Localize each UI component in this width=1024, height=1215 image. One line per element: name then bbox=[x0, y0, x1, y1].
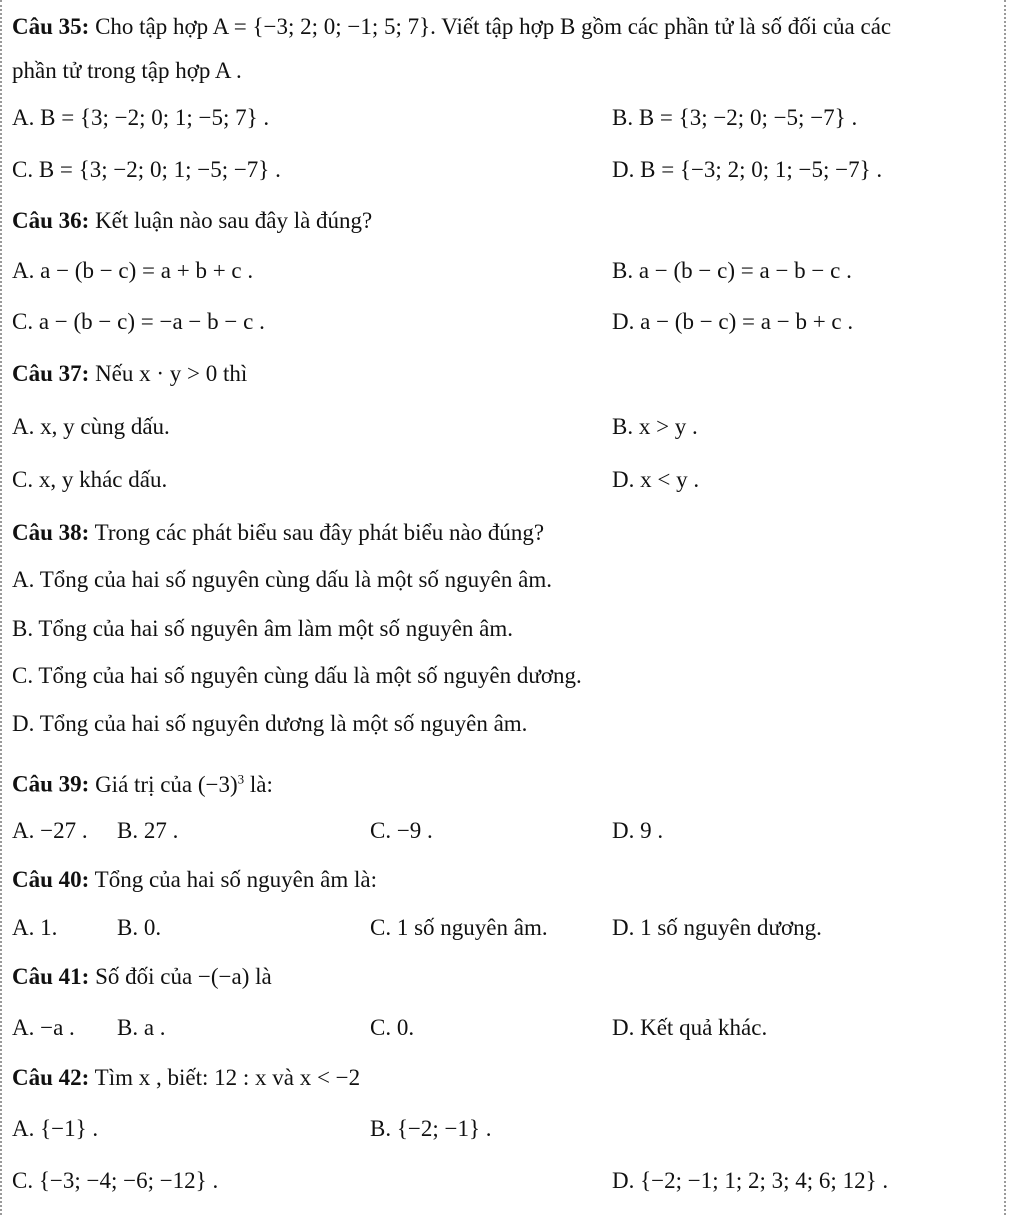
option-b[interactable]: B. 0. bbox=[117, 915, 162, 940]
question-37 bbox=[12, 359, 1004, 389]
question-text: Kết luận nào sau đây là đúng? bbox=[95, 208, 373, 233]
question-label: Câu 35: bbox=[12, 14, 90, 39]
question-42 bbox=[12, 1063, 1004, 1093]
option-b[interactable]: B. a . bbox=[117, 1015, 166, 1040]
question-label: Câu 38: bbox=[12, 520, 90, 545]
option-d[interactable]: D. {−2; −1; 1; 2; 3; 4; 6; 12} . bbox=[612, 1168, 889, 1193]
option-b[interactable]: B. Tổng của hai số nguyên âm làm một số nguyên âm. bbox=[12, 616, 514, 641]
question-35 bbox=[12, 12, 1004, 42]
option-c[interactable]: C. a − (b − c) = −a − b − c . bbox=[12, 309, 265, 334]
option-d[interactable]: D. x < y . bbox=[612, 467, 700, 492]
option-c[interactable]: C. 0. bbox=[370, 1015, 415, 1040]
question-text: Cho tập hợp A = {−3; 2; 0; −1; 5; 7}. Viết tập hợp B gồm các phần tử là số đối của các bbox=[95, 14, 892, 39]
question-36 bbox=[12, 206, 1004, 236]
option-b[interactable]: B. B = {3; −2; 0; −5; −7} . bbox=[612, 105, 858, 130]
option-c[interactable]: C. −9 . bbox=[370, 818, 433, 843]
option-d[interactable]: D. a − (b − c) = a − b + c . bbox=[612, 309, 854, 334]
option-c[interactable]: C. 1 số nguyên âm. bbox=[370, 915, 548, 940]
option-a[interactable]: A. x, y cùng dấu. bbox=[12, 414, 170, 439]
question-label: Câu 37: bbox=[12, 361, 90, 386]
option-d[interactable]: D. Tổng của hai số nguyên dương là một số nguyên âm. bbox=[12, 711, 528, 736]
question-label: Câu 41: bbox=[12, 964, 90, 989]
option-c[interactable]: C. Tổng của hai số nguyên cùng dấu là một số nguyên dương. bbox=[12, 663, 582, 688]
option-a[interactable]: A. {−1} . bbox=[12, 1116, 99, 1141]
question-text: Trong các phát biểu sau đây phát biểu nào đúng? bbox=[94, 520, 545, 545]
question-text: Giá trị của $(-3)^3$ là: bbox=[95, 771, 273, 797]
option-b[interactable]: B. 27 . bbox=[117, 818, 179, 843]
option-a[interactable]: A. −a . bbox=[12, 1015, 75, 1040]
option-d[interactable]: D. 9 . bbox=[612, 818, 664, 843]
option-a[interactable]: A. 1. bbox=[12, 915, 58, 940]
option-a[interactable]: A. a − (b − c) = a + b + c . bbox=[12, 258, 254, 283]
question-text-continued: phần tử trong tập hợp A . bbox=[12, 58, 242, 83]
question-39 bbox=[12, 764, 1004, 800]
option-b[interactable]: B. a − (b − c) = a − b − c . bbox=[612, 258, 852, 283]
question-38 bbox=[12, 518, 1004, 548]
option-d[interactable]: D. 1 số nguyên dương. bbox=[612, 915, 822, 940]
question-label: Câu 36: bbox=[12, 208, 90, 233]
option-a[interactable]: A. Tổng của hai số nguyên cùng dấu là một số nguyên âm. bbox=[12, 567, 552, 592]
question-text: Số đối của −(−a) là bbox=[95, 964, 272, 989]
question-text: Tổng của hai số nguyên âm là: bbox=[94, 867, 377, 892]
question-label: Câu 40: bbox=[12, 867, 90, 892]
question-text: Tìm x , biết: 12 : x và x < −2 bbox=[94, 1065, 361, 1090]
option-a[interactable]: A. B = {3; −2; 0; 1; −5; 7} . bbox=[12, 105, 270, 130]
question-41 bbox=[12, 962, 1004, 992]
question-40 bbox=[12, 865, 1004, 895]
option-b[interactable]: B. {−2; −1} . bbox=[370, 1116, 492, 1141]
question-35-continued bbox=[12, 56, 1004, 86]
question-text: Nếu x · y > 0 thì bbox=[95, 361, 248, 386]
option-c[interactable]: C. x, y khác dấu. bbox=[12, 467, 168, 492]
question-label: Câu 42: bbox=[12, 1065, 90, 1090]
option-a[interactable]: A. −27 . bbox=[12, 818, 88, 843]
option-d[interactable]: D. Kết quả khác. bbox=[612, 1015, 768, 1040]
option-b[interactable]: B. x > y . bbox=[612, 414, 698, 439]
option-d[interactable]: D. B = {−3; 2; 0; 1; −5; −7} . bbox=[612, 157, 883, 182]
question-label: Câu 39: bbox=[12, 771, 90, 797]
option-c[interactable]: C. B = {3; −2; 0; 1; −5; −7} . bbox=[12, 157, 281, 182]
option-c[interactable]: C. {−3; −4; −6; −12} . bbox=[12, 1168, 219, 1193]
